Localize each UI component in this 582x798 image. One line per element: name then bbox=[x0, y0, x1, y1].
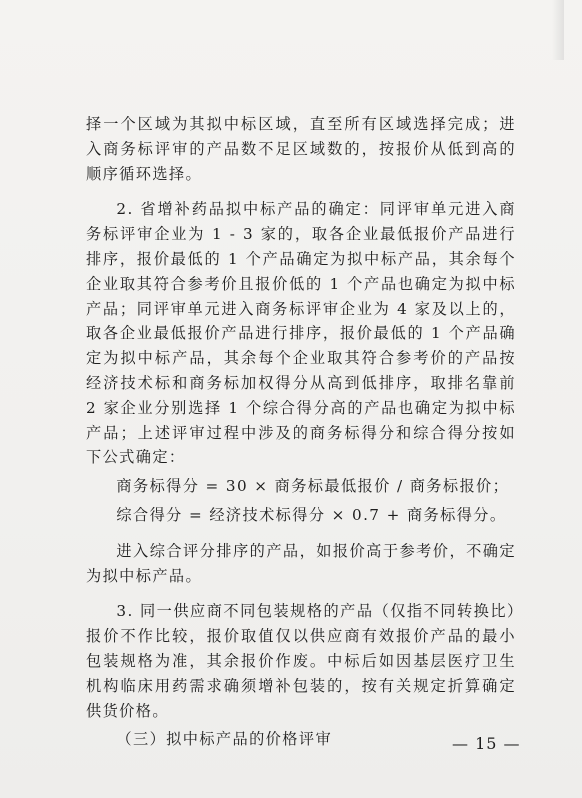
paragraph-item-3: 3. 同一供应商不同包装规格的产品（仅指不同转换比）报价不作比较，报价取值仅以供应商有效报价产品的最小包装规格为准，其余报价作废。中标后如因基层医疗卫生机构临床用药需求确须增补包装的，按有关规定折算确定供货价格。 bbox=[86, 602, 516, 720]
page-edge-shadow bbox=[552, 0, 564, 60]
paragraph-item-2: 2. 省增补药品拟中标产品的确定：同评审单元进入商务标评审企业为 1 - 3 家的，取各企业最低报价产品进行排序，报价最低的 1 个产品确定为拟中标产品，其余每个企业取其符合参考价且报价低的 1 个产品也确定为拟中标产品；同评审单元进入商务标评审企业为 4 家及以上的，取各企业最低报价产品进行排序，报价最低的 1 个产品确定为拟中标产品，其余每个企业取其符合参考价的产品按经济技术标和商务标加权得分从高到低排序，取排名靠前 2 家企业分别选择 1 个综合得分高的产品也确定为拟中标产品；上述评审过程中涉及的商务标得分和综合得分按如下公式确定： bbox=[86, 200, 516, 467]
formula-composite-score: 综合得分 = 经济技术标得分 × 0.7 + 商务标得分。 bbox=[116, 505, 507, 524]
page-number: — 15 — bbox=[452, 734, 521, 753]
section-heading: （三）拟中标产品的价格评审 bbox=[116, 730, 333, 749]
body-text bbox=[86, 112, 516, 752]
paragraph-reference-price-rule: 进入综合评分排序的产品，如报价高于参考价，不确定为拟中标产品。 bbox=[86, 541, 516, 585]
paragraph-continuation: 择一个区域为其拟中标区域，直至所有区域选择完成；进入商务标评审的产品数不足区域数的，按报价从低到高的顺序循环选择。 bbox=[86, 115, 516, 183]
formula-business-score: 商务标得分 = 30 × 商务标最低报价 / 商务标报价； bbox=[116, 477, 510, 496]
